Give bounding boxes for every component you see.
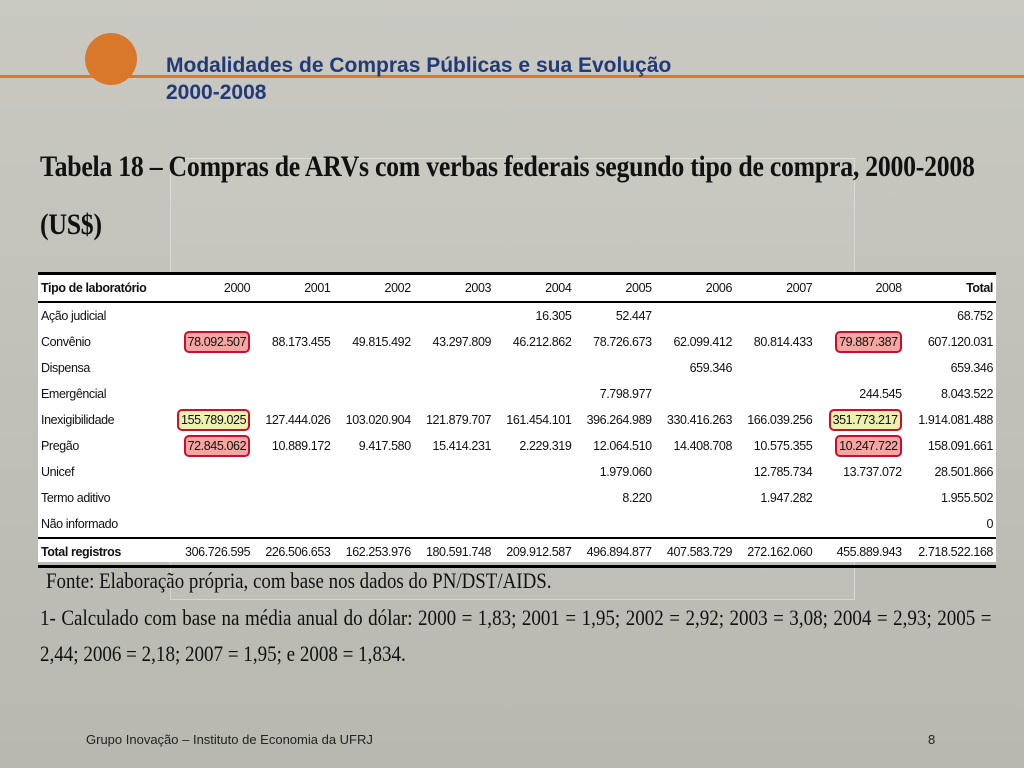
value-cell [333, 485, 413, 511]
value-cell: 49.815.492 [352, 335, 411, 349]
total-cell: 455.889.943 [836, 545, 902, 559]
value-cell: 396.264.989 [586, 413, 652, 427]
purchases-table [38, 272, 996, 568]
value-cell: 161.454.101 [506, 413, 572, 427]
row-label-cell: Emergêncial [41, 387, 107, 401]
value-cell: 52.447 [615, 309, 652, 323]
table-body [38, 302, 996, 538]
value-cell: 1.979.060 [599, 465, 652, 479]
value-cell: 28.501.866 [934, 465, 993, 479]
exchange-rate-note: 1- Calculado com base na média anual do dólar: 2000 = 1,83; 2001 = 1,95; 2002 = 2,92; 2003 = 3,08; 2004 = 2,93; 2005 = 2,44; 2006 = 2,18; 2007 = 1,95; e 2008 = 1,834. [40, 605, 992, 666]
row-label-cell: Convênio [41, 335, 91, 349]
highlighted-value: 72.845.062 [184, 435, 251, 457]
value-cell [333, 355, 413, 381]
header-cell: 2005 [625, 281, 652, 295]
header-cell: Total [966, 281, 993, 295]
table-row [38, 511, 996, 538]
value-cell [253, 302, 333, 329]
value-cell [735, 355, 815, 381]
value-cell: 1.914.081.488 [918, 413, 993, 427]
highlighted-value: 155.789.025 [177, 409, 250, 431]
value-cell [333, 381, 413, 407]
value-cell [494, 511, 574, 538]
value-cell: 1.947.282 [760, 491, 813, 505]
value-cell [655, 485, 735, 511]
table-header-row [38, 274, 996, 303]
table-row [38, 302, 996, 329]
value-cell [164, 511, 253, 538]
header-cell: 2000 [223, 281, 251, 295]
header-cell: 2004 [545, 281, 572, 295]
value-cell [164, 485, 253, 511]
total-cell: Total registros [41, 545, 121, 559]
table-row [38, 329, 996, 355]
value-cell [494, 355, 574, 381]
value-cell [414, 302, 494, 329]
value-cell: 78.726.673 [593, 335, 652, 349]
value-cell: 2.229.319 [519, 439, 572, 453]
value-cell [574, 511, 654, 538]
value-cell [333, 302, 413, 329]
value-cell: 9.417.580 [358, 439, 411, 453]
page-number: 8 [928, 732, 936, 747]
value-cell [494, 381, 574, 407]
value-cell [253, 355, 333, 381]
value-cell [414, 355, 494, 381]
value-cell [333, 511, 413, 538]
value-cell: 15.414.231 [432, 439, 492, 453]
total-cell: 272.162.060 [747, 545, 813, 559]
value-cell [815, 302, 904, 329]
value-cell: 62.099.412 [673, 335, 733, 349]
value-cell [414, 485, 494, 511]
header-cell: Tipo de laboratório [41, 281, 147, 295]
value-cell: 166.039.256 [747, 413, 813, 427]
value-cell: 0 [986, 517, 993, 531]
value-cell [655, 302, 735, 329]
table-row [38, 485, 996, 511]
total-cell: 209.912.587 [506, 545, 572, 559]
highlighted-value: 78.092.507 [184, 331, 251, 353]
row-label-cell: Inexigibilidade [41, 413, 115, 427]
highlighted-value: 351.773.217 [829, 409, 902, 431]
value-cell: 8.220 [622, 491, 652, 505]
value-cell [815, 485, 904, 511]
header-cell: 2003 [464, 281, 492, 295]
value-cell [414, 381, 494, 407]
value-cell: 80.814.433 [753, 335, 813, 349]
value-cell [414, 459, 494, 485]
value-cell: 16.305 [535, 309, 572, 323]
value-cell [164, 355, 253, 381]
value-cell [164, 407, 253, 433]
value-cell [815, 329, 904, 355]
value-cell [333, 459, 413, 485]
value-cell: 659.346 [689, 361, 733, 375]
value-cell [253, 511, 333, 538]
value-cell: 13.737.072 [843, 465, 902, 479]
value-cell [253, 459, 333, 485]
value-cell: 659.346 [950, 361, 993, 375]
slide-title-line-2: 2000-2008 [166, 81, 267, 104]
total-cell: 180.591.748 [425, 545, 492, 559]
total-cell: 162.253.976 [345, 545, 411, 559]
value-cell [164, 302, 253, 329]
table-row [38, 355, 996, 381]
value-cell [494, 459, 574, 485]
value-cell [815, 407, 904, 433]
footer-text: Grupo Inovação – Instituto de Economia da UFRJ [86, 732, 373, 747]
row-label-cell: Ação judicial [41, 309, 106, 323]
value-cell: 607.120.031 [927, 335, 993, 349]
value-cell [164, 381, 253, 407]
value-cell [414, 511, 494, 538]
value-cell [655, 511, 735, 538]
value-cell [815, 433, 904, 459]
table-row [38, 407, 996, 433]
value-cell: 68.752 [957, 309, 993, 323]
value-cell: 330.416.263 [666, 413, 733, 427]
table-container [38, 272, 996, 562]
value-cell [655, 381, 735, 407]
table-row [38, 433, 996, 459]
header-cell: 2001 [304, 281, 331, 295]
accent-circle [85, 33, 137, 85]
header-cell: 2002 [384, 281, 411, 295]
value-cell: 12.785.734 [753, 465, 813, 479]
value-cell [655, 459, 735, 485]
header-cell: 2008 [875, 281, 902, 295]
table-row [38, 381, 996, 407]
table-caption: Tabela 18 – Compras de ARVs com verbas federais segundo tipo de compra, 2000-2008 (US$) [40, 150, 975, 241]
value-cell: 8.043.522 [940, 387, 993, 401]
value-cell [574, 355, 654, 381]
value-cell: 121.879.707 [425, 413, 492, 427]
value-cell: 1.955.502 [940, 491, 993, 505]
value-cell: 10.889.172 [271, 439, 331, 453]
value-cell [735, 381, 815, 407]
row-label-cell: Dispensa [41, 361, 90, 375]
row-label-cell: Unicef [41, 465, 75, 479]
total-cell: 306.726.595 [185, 545, 251, 559]
total-cell: 407.583.729 [666, 545, 733, 559]
value-cell [815, 355, 904, 381]
value-cell: 103.020.904 [345, 413, 411, 427]
slide-title [166, 52, 926, 106]
source-note: Fonte: Elaboração própria, com base nos dados do PN/DST/AIDS. [46, 568, 552, 593]
value-cell: 14.408.708 [673, 439, 733, 453]
table-total-row [38, 538, 996, 567]
value-cell: 46.212.862 [512, 335, 572, 349]
value-cell [253, 485, 333, 511]
highlighted-value: 10.247.722 [835, 435, 902, 457]
value-cell [164, 433, 253, 459]
value-cell [815, 511, 904, 538]
slide-title-line-1: Modalidades de Compras Públicas e sua Evolução [166, 54, 672, 77]
value-cell: 10.575.355 [753, 439, 813, 453]
value-cell [164, 459, 253, 485]
row-label-cell: Termo aditivo [41, 491, 111, 505]
total-cell: 2.718.522.168 [918, 545, 993, 559]
header-cell: 2007 [786, 281, 813, 295]
highlighted-value: 79.887.387 [835, 331, 902, 353]
value-cell [735, 302, 815, 329]
table-row [38, 459, 996, 485]
row-label-cell: Não informado [41, 517, 118, 531]
value-cell [164, 329, 253, 355]
header-cell: 2006 [705, 281, 733, 295]
value-cell: 244.545 [859, 387, 902, 401]
value-cell: 12.064.510 [593, 439, 652, 453]
value-cell [494, 485, 574, 511]
value-cell: 127.444.026 [265, 413, 331, 427]
total-cell: 496.894.877 [586, 545, 652, 559]
value-cell [253, 381, 333, 407]
value-cell [735, 511, 815, 538]
value-cell: 7.798.977 [599, 387, 652, 401]
row-label-cell: Pregão [41, 439, 79, 453]
value-cell: 88.173.455 [271, 335, 331, 349]
value-cell: 158.091.661 [927, 439, 993, 453]
value-cell: 43.297.809 [432, 335, 492, 349]
total-cell: 226.506.653 [265, 545, 331, 559]
